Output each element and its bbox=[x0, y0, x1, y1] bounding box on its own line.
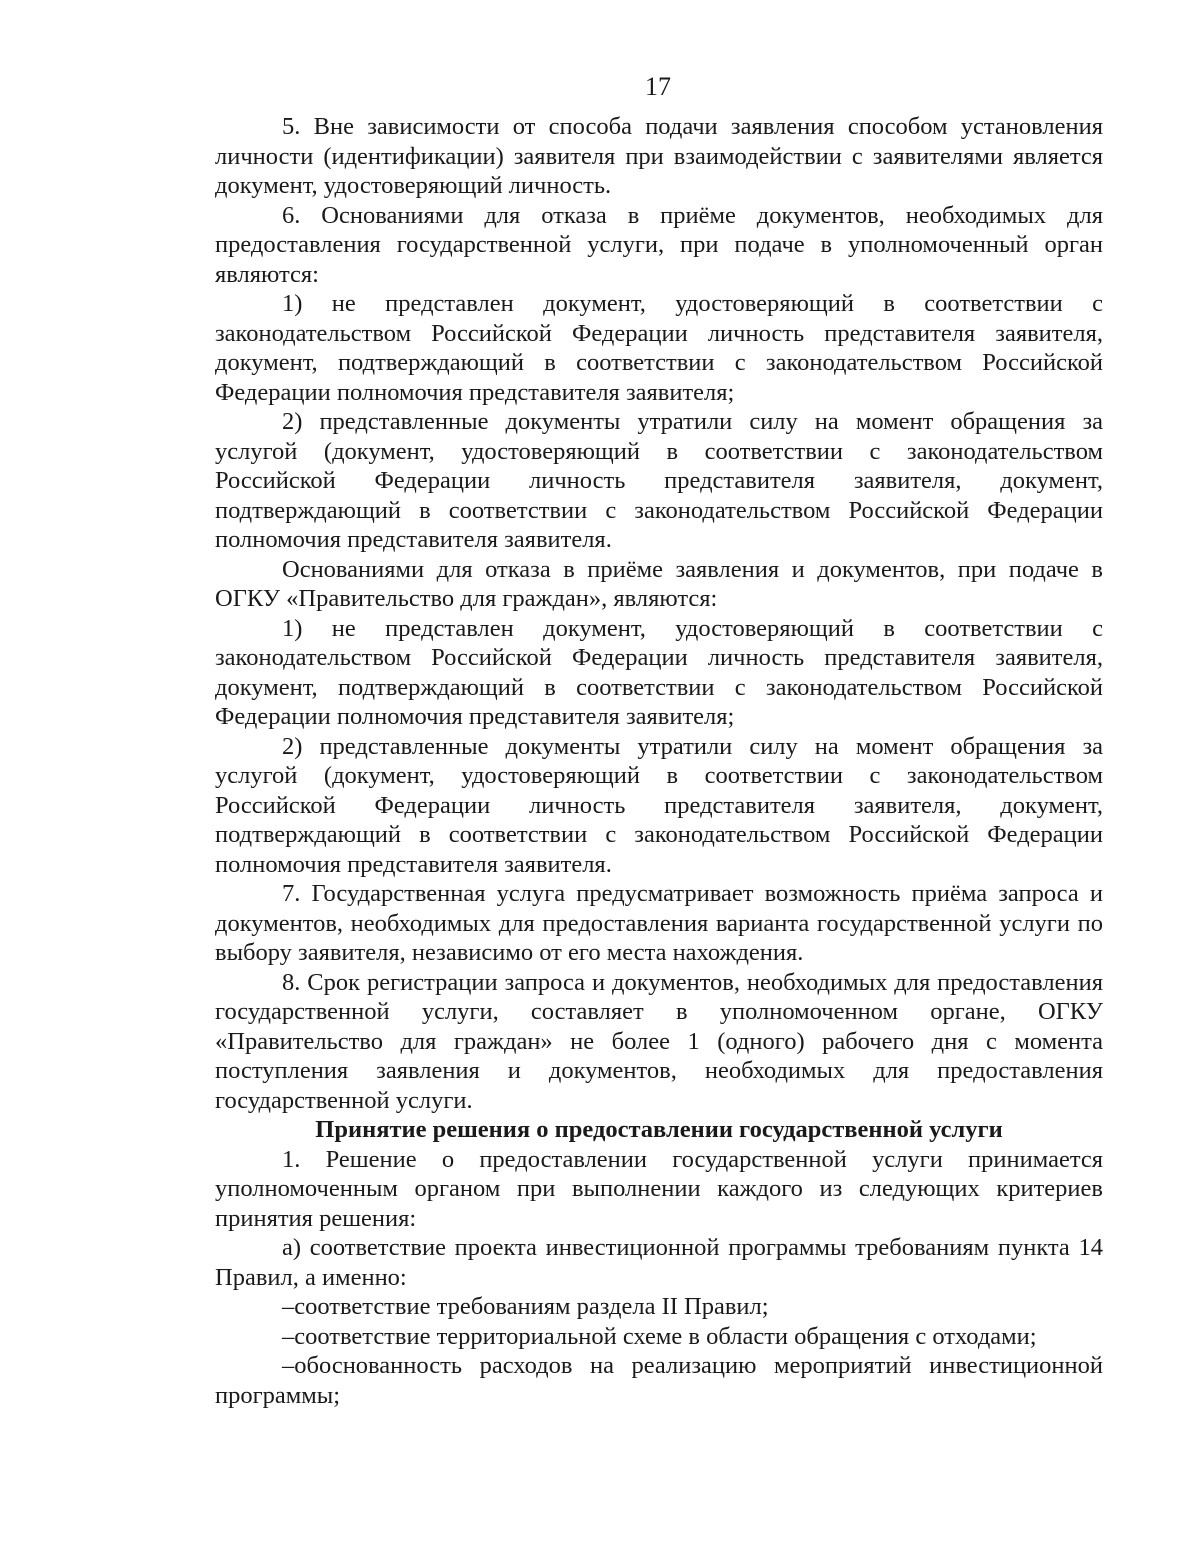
paragraph-8-registration-term: 8. Срок регистрации запроса и документов, необходимых для предоставления государственной услуги, составляет в уполномоченном органе, ОГКУ «Правительство для граждан» не более 1 (одного) рабочего дня с момента поступления заявления и документов, необходимых для предоставления государственной услуги. bbox=[215, 968, 1103, 1114]
document-body bbox=[215, 112, 1103, 1410]
paragraph-ogku-item-2: 2) представленные документы утратили силу на момент обращения за услугой (документ, удостоверяющий в соответствии с законодательством Российской Федерации личность представителя заявителя, документ, подтверждающий в соответствии с законодательством Российской Федерации полномочия представителя заявителя. bbox=[215, 732, 1103, 878]
paragraph-decision-a: а) соответствие проекта инвестиционной программы требованиям пункта 14 Правил, а именно: bbox=[215, 1234, 1103, 1291]
paragraph-6-refusal-grounds: 6. Основаниями для отказа в приёме документов, необходимых для предоставления государственной услуги, при подаче в уполномоченный орган являются: bbox=[215, 201, 1103, 288]
section-heading: Принятие решения о предоставлении государственной услуги bbox=[315, 1116, 1003, 1143]
list-item-section-ii: –соответствие требованиям раздела II Правил; bbox=[282, 1293, 769, 1320]
list-item-territorial-scheme: –соответствие территориальной схеме в области обращения с отходами; bbox=[282, 1322, 1037, 1350]
paragraph-ogku-item-1: 1) не представлен документ, удостоверяющий в соответствии с законодательством Российской Федерации личность представителя заявителя, документ, подтверждающий в соответствии с законодательством Российской Федерации полномочия представителя заявителя; bbox=[215, 614, 1103, 730]
paragraph-6-item-2: 2) представленные документы утратили силу на момент обращения за услугой (документ, удостоверяющий в соответствии с законодательством Российской Федерации личность представителя заявителя, документ, подтверждающий в соответствии с законодательством Российской Федерации полномочия представителя заявителя. bbox=[215, 408, 1103, 553]
paragraph-6-item-1: 1) не представлен документ, удостоверяющий в соответствии с законодательством Российской Федерации личность представителя заявителя, документ, подтверждающий в соответствии с законодательством Российской Федерации полномочия представителя заявителя; bbox=[215, 290, 1103, 406]
list-item-cost-justification: –обоснованность расходов на реализацию мероприятий инвестиционной программы; bbox=[215, 1352, 1103, 1409]
paragraph-5-identification: 5. Вне зависимости от способа подачи заявления способом установления личности (идентификации) заявителя при взаимодействии с заявителями является документ, удостоверяющий личность. bbox=[215, 113, 1103, 199]
page-number: 17 bbox=[645, 72, 671, 101]
paragraph-ogku-refusal-grounds: Основаниями для отказа в приёме заявления и документов, при подаче в ОГКУ «Правительство для граждан», являются: bbox=[215, 555, 1103, 612]
paragraph-decision-1: 1. Решение о предоставлении государственной услуги принимается уполномоченным органом при выполнении каждого из следующих критериев принятия решения: bbox=[215, 1145, 1103, 1232]
paragraph-7-extraterritorial: 7. Государственная услуга предусматривает возможность приёма запроса и документов, необходимых для предоставления варианта государственной услуги по выбору заявителя, независимо от его места нахождения. bbox=[215, 880, 1103, 966]
